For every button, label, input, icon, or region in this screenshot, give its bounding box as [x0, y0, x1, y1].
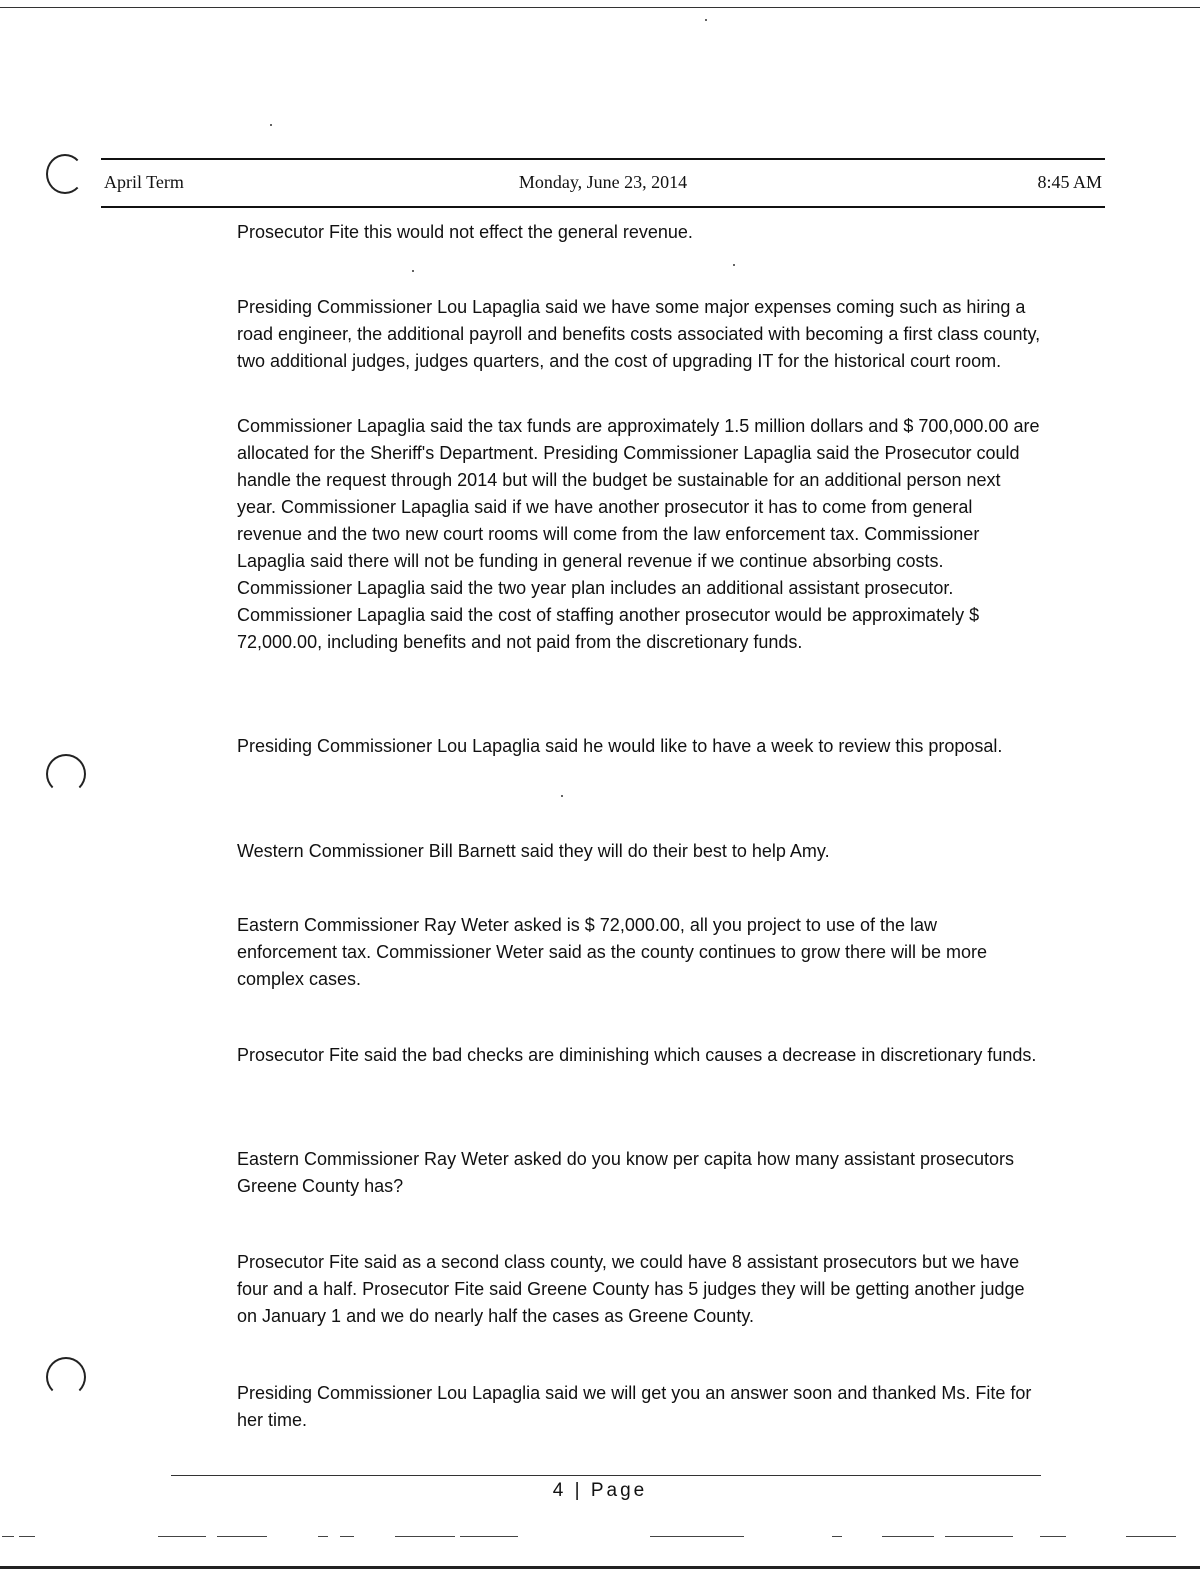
scan-artifact [832, 1536, 842, 1537]
paragraph-6: Eastern Commissioner Ray Weter asked is $ 72,000.00, all you project to use of the law enforcement tax. Commissioner Weter said as the county continues to grow there will be more complex cases. [237, 915, 988, 989]
page-header [101, 158, 1105, 208]
scan-top-edge [0, 7, 1200, 8]
scan-artifact [340, 1536, 354, 1537]
scan-artifact [395, 1536, 455, 1537]
scan-bottom-edge [0, 1566, 1200, 1569]
scan-artifact [19, 1536, 35, 1537]
paragraph-10: Presiding Commissioner Lou Lapaglia said we will get you an answer soon and thanked Ms. Fite for her time. [237, 1383, 1032, 1430]
scan-artifact [945, 1536, 1013, 1537]
binder-hole-top [46, 154, 84, 194]
scan-speck [270, 124, 272, 126]
paragraph-7: Prosecutor Fite said the bad checks are diminishing which causes a decrease in discretionary funds. [237, 1045, 1037, 1065]
scan-artifact [318, 1536, 328, 1537]
page-number: 4 | Page [552, 1480, 648, 1501]
binder-hole-middle [46, 754, 86, 794]
scan-artifact [1040, 1536, 1066, 1537]
paragraph-4: Presiding Commissioner Lou Lapaglia said he would like to have a week to review this proposal. [237, 736, 1003, 756]
paragraph-2: Presiding Commissioner Lou Lapaglia said we have some major expenses coming such as hiring a road engineer, the additional payroll and benefits costs associated with becoming a first class county, two additional judges, judges quarters, and the cost of upgrading IT for the historical court room. [237, 297, 1041, 371]
scan-artifact [1126, 1536, 1176, 1537]
scan-artifact [217, 1536, 267, 1537]
scan-artifact [650, 1536, 744, 1537]
scan-artifact [158, 1536, 206, 1537]
scan-speck [561, 795, 563, 797]
paragraph-3: Commissioner Lapaglia said the tax funds are approximately 1.5 million dollars and $ 700,000.00 are allocated for the Sheriff's Department. Presiding Commissioner Lapaglia said the Prosecutor could handle the request through 2014 but will the budget be sustainable for an additional person next year. Commissioner Lapaglia said if we have another prosecutor it has to come from general revenue and the two new court rooms will come from the law enforcement tax. Commissioner Lapaglia said there will not be funding in general revenue if we continue absorbing costs. Commissioner Lapaglia said the two year plan includes an additional assistant prosecutor. Commissioner Lapaglia said the cost of staffing another prosecutor would be approximately $ 72,000.00, including benefits and not paid from the discretionary funds. [237, 416, 1040, 652]
scan-speck [412, 270, 414, 272]
scan-artifact [2, 1536, 14, 1537]
scan-speck [705, 19, 707, 21]
paragraph-1: Prosecutor Fite this would not effect the general revenue. [237, 222, 693, 242]
header-term: April Term [104, 172, 184, 192]
scan-artifact [460, 1536, 518, 1537]
scan-artifact [882, 1536, 934, 1537]
paragraph-8: Eastern Commissioner Ray Weter asked do you know per capita how many assistant prosecutors Greene County has? [237, 1149, 1015, 1196]
scan-speck [733, 264, 735, 266]
paragraph-9: Prosecutor Fite said as a second class county, we could have 8 assistant prosecutors but we have four and a half. Prosecutor Fite said Greene County has 5 judges they will be getting another judge on January 1 and we do nearly half the cases as Greene County. [237, 1252, 1025, 1326]
binder-hole-bottom [46, 1357, 86, 1397]
header-time: 8:45 AM [1037, 172, 1102, 192]
header-date: Monday, June 23, 2014 [518, 172, 688, 192]
paragraph-5: Western Commissioner Bill Barnett said they will do their best to help Amy. [237, 841, 830, 861]
footer-rule [171, 1475, 1041, 1476]
